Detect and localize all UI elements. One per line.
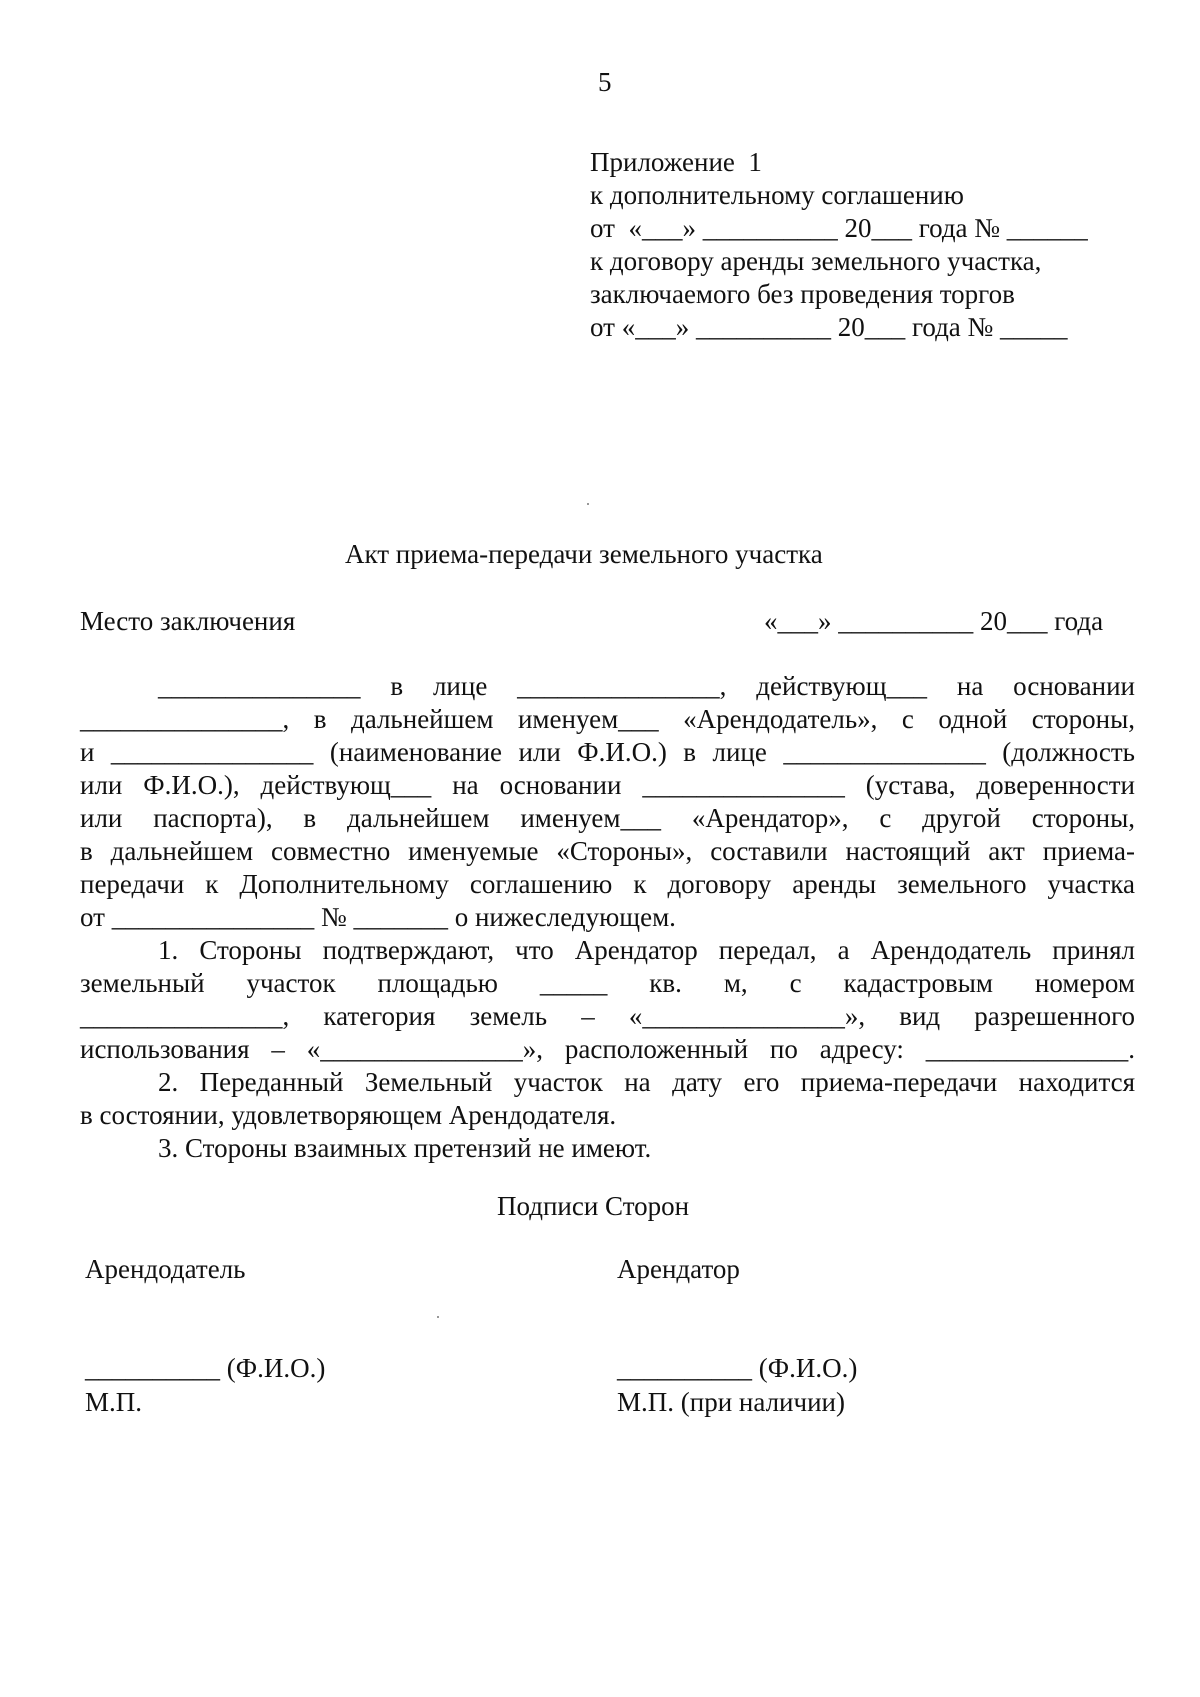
appendix-line-5: заключаемого без проведения торгов <box>590 279 1015 309</box>
scan-speck <box>587 503 589 505</box>
appendix-line-6: от «___» __________ 20___ года № _____ <box>590 312 1068 342</box>
appendix-line-2: к дополнительному соглашению <box>590 180 964 210</box>
clause-2-line-2: в состоянии, удовлетворяющем Арендодателя. <box>80 1100 617 1130</box>
clause-1-line-4: использования – «_______________», расположенный по адресу: _______________. <box>80 1034 1135 1064</box>
appendix-line-4: к договору аренды земельного участка, <box>590 246 1042 276</box>
landlord-seal: М.П. <box>85 1387 143 1417</box>
clause-1-line-3: _______________, категория земель – «_______________», вид разрешенного <box>80 1001 1135 1031</box>
body-line-4: или Ф.И.О.), действующ___ на основании _______________ (устава, доверенности <box>80 770 1135 800</box>
body-line-5: или паспорта), в дальнейшем именуем___ «Арендатор», с другой стороны, <box>80 803 1135 833</box>
clause-2-line-1: 2. Переданный Земельный участок на дату его приема-передачи находится <box>158 1067 1135 1097</box>
tenant-signature-line: __________ (Ф.И.О.) <box>617 1353 858 1383</box>
tenant-seal: М.П. (при наличии) <box>617 1387 845 1417</box>
place-label: Место заключения <box>80 606 296 636</box>
appendix-line-3: от «___» __________ 20___ года № ______ <box>590 213 1088 243</box>
body-line-1: _______________ в лице _______________, действующ___ на основании <box>158 671 1135 701</box>
body-line-6: в дальнейшем совместно именуемые «Стороны», составили настоящий акт приема- <box>80 836 1135 866</box>
tenant-label: Арендатор <box>617 1254 740 1284</box>
page-number: 5 <box>598 67 612 97</box>
date-line: «___» __________ 20___ года <box>764 606 1104 636</box>
appendix-line-1: Приложение 1 <box>590 147 762 177</box>
body-line-7: передачи к Дополнительному соглашению к договору аренды земельного участка <box>80 869 1135 899</box>
clause-1-line-2: земельный участок площадью _____ кв. м, с кадастровым номером <box>80 968 1135 998</box>
landlord-label: Арендодатель <box>85 1254 246 1284</box>
body-line-3: и _______________ (наименование или Ф.И.О.) в лице _______________ (должность <box>80 737 1135 767</box>
landlord-signature-line: __________ (Ф.И.О.) <box>85 1353 326 1383</box>
body-line-8: от _______________ № _______ о нижеследующем. <box>80 902 676 932</box>
body-line-2: _______________, в дальнейшем именуем___ «Арендодатель», с одной стороны, <box>80 704 1135 734</box>
clause-1-line-1: 1. Стороны подтверждают, что Арендатор передал, а Арендодатель принял <box>158 935 1135 965</box>
scan-speck-2 <box>437 1316 439 1318</box>
signatures-title: Подписи Сторон <box>497 1191 690 1221</box>
document-title: Акт приема-передачи земельного участка <box>345 539 823 569</box>
clause-3: 3. Стороны взаимных претензий не имеют. <box>158 1133 652 1163</box>
